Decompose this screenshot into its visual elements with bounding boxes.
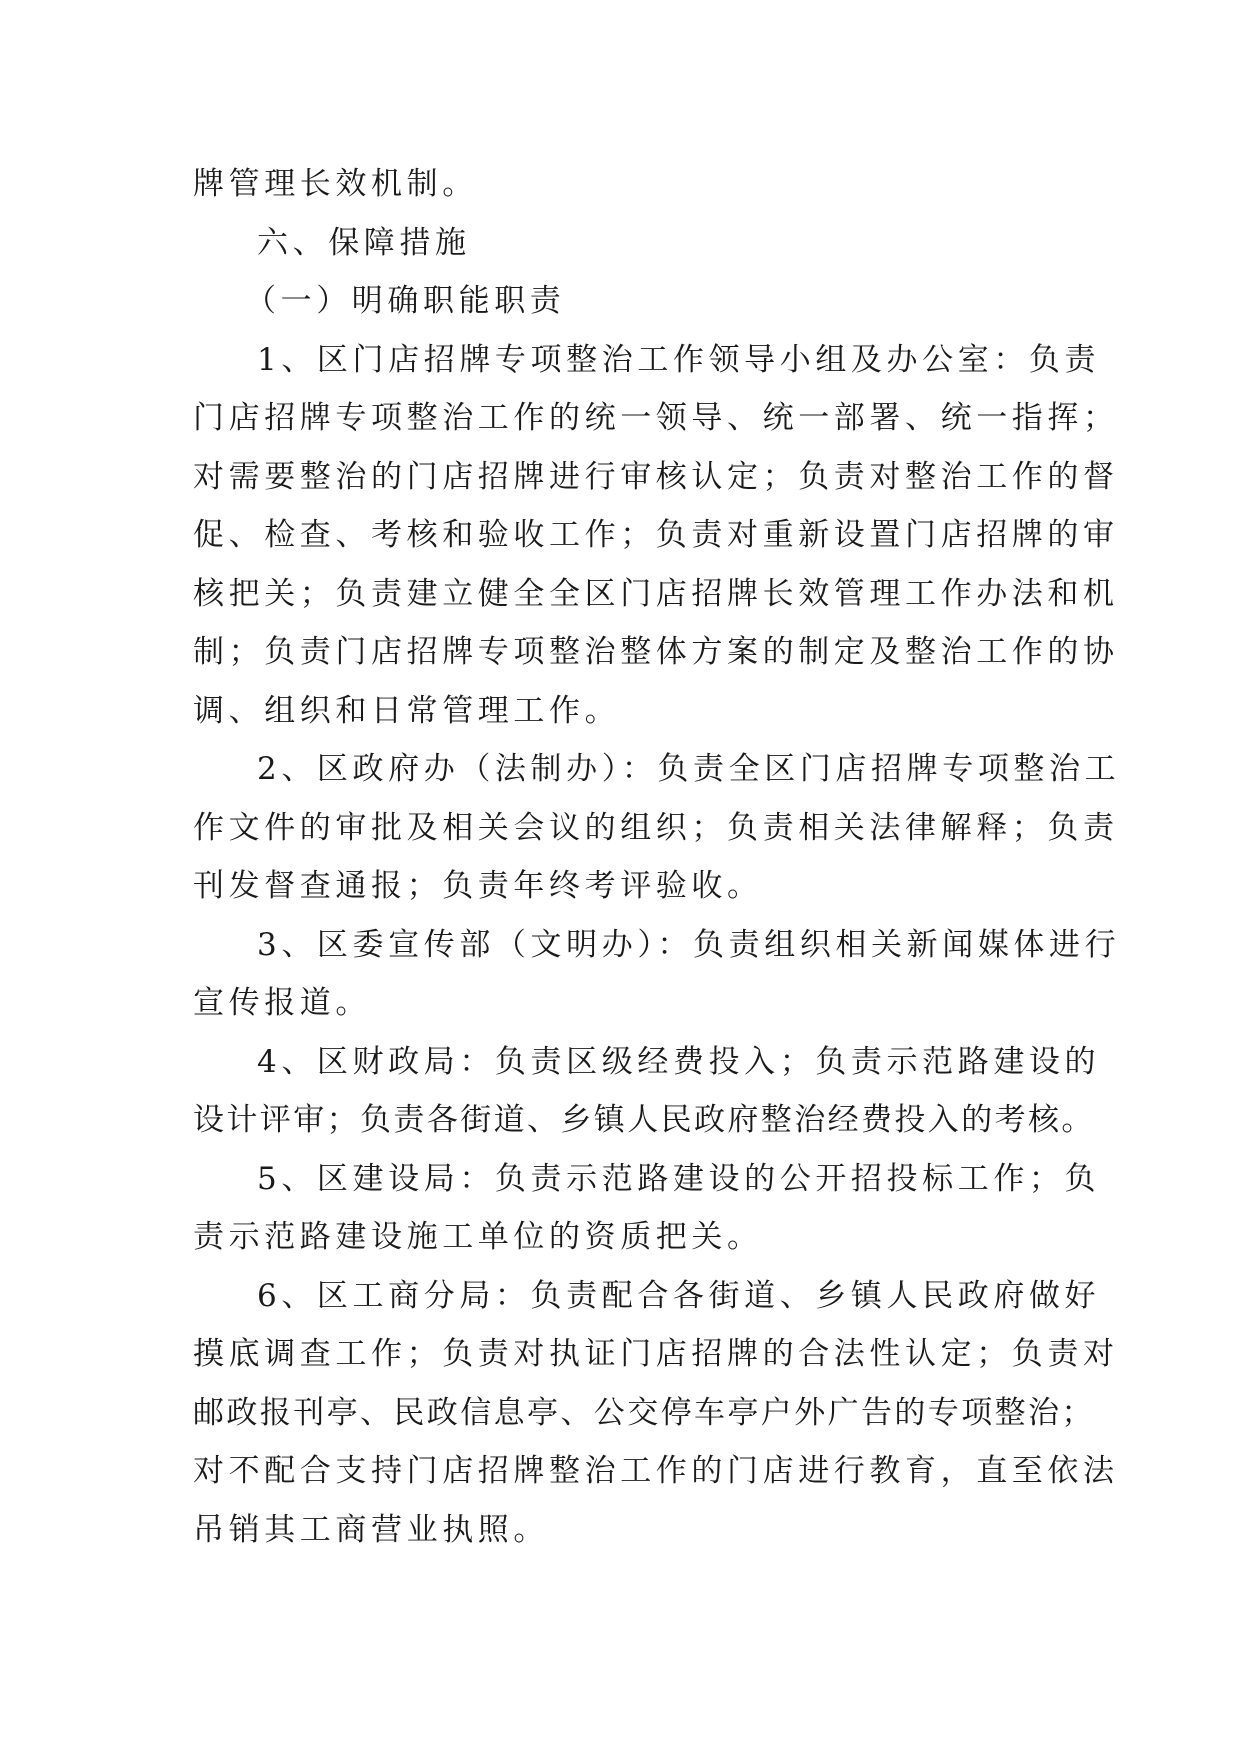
section-heading: 六、保障措施 (257, 224, 471, 261)
paragraph-line: 2、区政府办（法制办）：负责全区门店招牌专项整治工 (257, 751, 1121, 787)
paragraph-line: 责示范路建设施工单位的资质把关。 (193, 1219, 763, 1255)
paragraph-line: 对不配合支持门店招牌整治工作的门店进行教育，直至依法 (193, 1453, 1119, 1489)
paragraph-line: 作文件的审批及相关会议的组织；负责相关法律解释；负责 (193, 809, 1119, 846)
paragraph-line: 1、区门店招牌专项整治工作领导小组及办公室：负责 (257, 341, 1101, 378)
paragraph-line: 4、区财政局：负责区级经费投入；负责示范路建设的 (257, 1043, 1101, 1080)
paragraph-line: 促、检查、考核和验收工作；负责对重新设置门店招牌的审 (193, 517, 1119, 553)
paragraph-line: 摸底调查工作；负责对执证门店招牌的合法性认定；负责对 (193, 1336, 1119, 1372)
paragraph-line: 3、区委宣传部（文明办）：负责组织相关新闻媒体进行 (257, 926, 1121, 963)
paragraph-line: 吊销其工商营业执照。 (193, 1511, 549, 1548)
paragraph-line: 调、组织和日常管理工作。 (193, 692, 621, 729)
subsection-heading: （一）明确职能职责 (245, 283, 566, 319)
paragraph-line: 设计评审；负责各街道、乡镇人民政府整治经费投入的考核。 (193, 1102, 1095, 1138)
paragraph-line: 门店招牌专项整治工作的统一领导、统一部署、统一指挥； (193, 400, 1119, 436)
paragraph-line: 邮政报刊亭、民政信息亭、公交停车亭户外广告的专项整治； (193, 1394, 1095, 1431)
paragraph-line: 牌管理长效机制。 (193, 166, 478, 202)
paragraph-line: 刊发督查通报；负责年终考评验收。 (193, 868, 763, 904)
paragraph-line: 5、区建设局：负责示范路建设的公开招投标工作；负 (257, 1160, 1101, 1197)
paragraph-line: 宣传报道。 (193, 985, 371, 1021)
paragraph-line: 6、区工商分局：负责配合各街道、乡镇人民政府做好 (257, 1277, 1101, 1314)
paragraph-line: 对需要整治的门店招牌进行审核认定；负责对整治工作的督 (193, 458, 1119, 495)
paragraph-line: 制；负责门店招牌专项整治整体方案的制定及整治工作的协 (193, 634, 1119, 670)
paragraph-line: 核把关；负责建立健全全区门店招牌长效管理工作办法和机 (193, 575, 1119, 612)
document-body (193, 155, 1121, 1559)
